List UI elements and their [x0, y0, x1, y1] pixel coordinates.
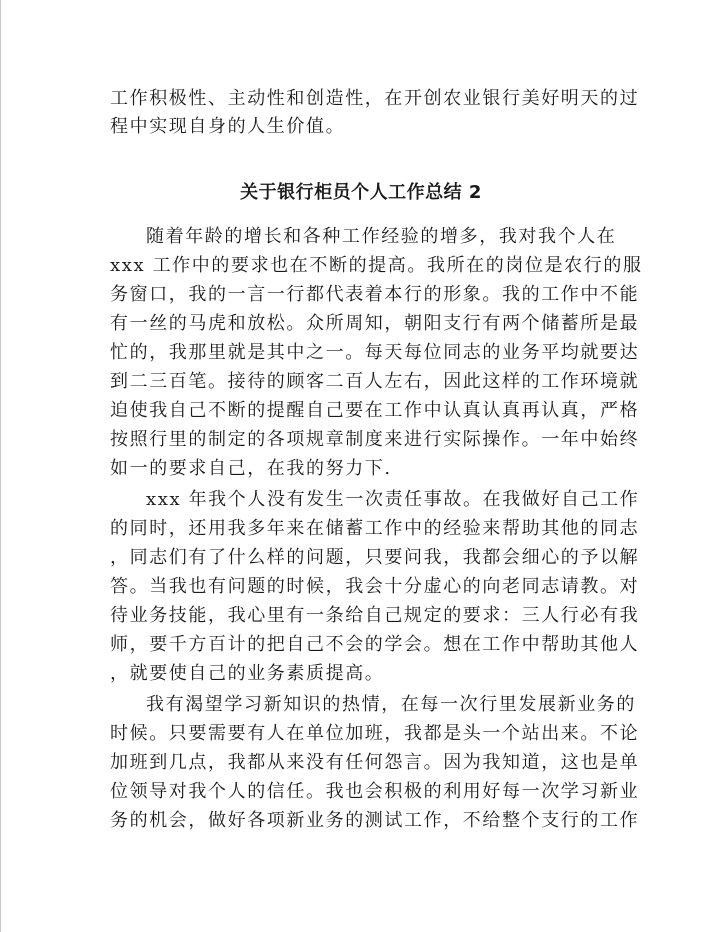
- paragraph-line: 有一丝的马虎和放松。众所周知，朝阳支行有两个储蓄所是最: [110, 313, 640, 334]
- paragraph-line: 加班到几点，我都从来没有任何怨言。因为我知道，这也是单: [110, 752, 640, 773]
- paragraph-line: xxx 工作中的要求也在不断的提高。我所在的岗位是农行的服: [110, 255, 643, 276]
- paragraph-line: 的同时，还用我多年来在储蓄工作中的经验来帮助其他的同志: [110, 518, 640, 539]
- paragraph-line: 务窗口，我的一言一行都代表着本行的形象。我的工作中不能: [110, 284, 640, 305]
- paragraph-line: 答。当我也有问题的时候，我会十分虚心的向老同志请教。对: [110, 576, 640, 597]
- intro-line: 程中实现自身的人生价值。: [110, 116, 346, 137]
- paragraph-line: ，同志们有了什么样的问题，只要问我，我都会细心的予以解: [110, 547, 640, 568]
- paragraph-line: 师，要千方百计的把自己不会的学会。想在工作中帮助其他人: [110, 634, 640, 655]
- intro-line: 工作积极性、主动性和创造性，在开创农业银行美好明天的过: [110, 88, 640, 109]
- paragraph-line: 位领导对我个人的信任。我也会积极的利用好每一次学习新业: [110, 781, 640, 802]
- paragraph-line: 待业务技能，我心里有一条给自己规定的要求：三人行必有我: [110, 605, 640, 626]
- paragraph-line: 随着年龄的增长和各种工作经验的增多，我对我个人在: [146, 226, 617, 247]
- paragraph-line: 按照行里的制定的各项规章制度来进行实际操作。一年中始终: [110, 429, 640, 450]
- paragraph-line: 我有渴望学习新知识的热情，在每一次行里发展新业务的: [146, 694, 636, 715]
- paragraph-line: 时候。只要需要有人在单位加班，我都是头一个站出来。不论: [110, 723, 640, 744]
- paragraph-line: 到二三百笔。接待的顾客二百人左右，因此这样的工作环境就: [110, 371, 640, 392]
- paragraph-line: 忙的，我那里就是其中之一。每天每位同志的业务平均就要达: [110, 342, 640, 363]
- paragraph-line: 务的机会，做好各项新业务的测试工作，不给整个支行的工作: [110, 810, 640, 831]
- paragraph-line: ，就要使自己的业务素质提高。: [110, 663, 385, 684]
- paragraph-line: 迫使我自己不断的提醒自己要在工作中认真认真再认真，严格: [110, 400, 640, 421]
- paragraph-line: xxx 年我个人没有发生一次责任事故。在我做好自己工作: [146, 489, 640, 510]
- paragraph-line: 如一的要求自己，在我的努力下.: [110, 458, 392, 479]
- section-title: 关于银行柜员个人工作总结 2: [240, 182, 482, 203]
